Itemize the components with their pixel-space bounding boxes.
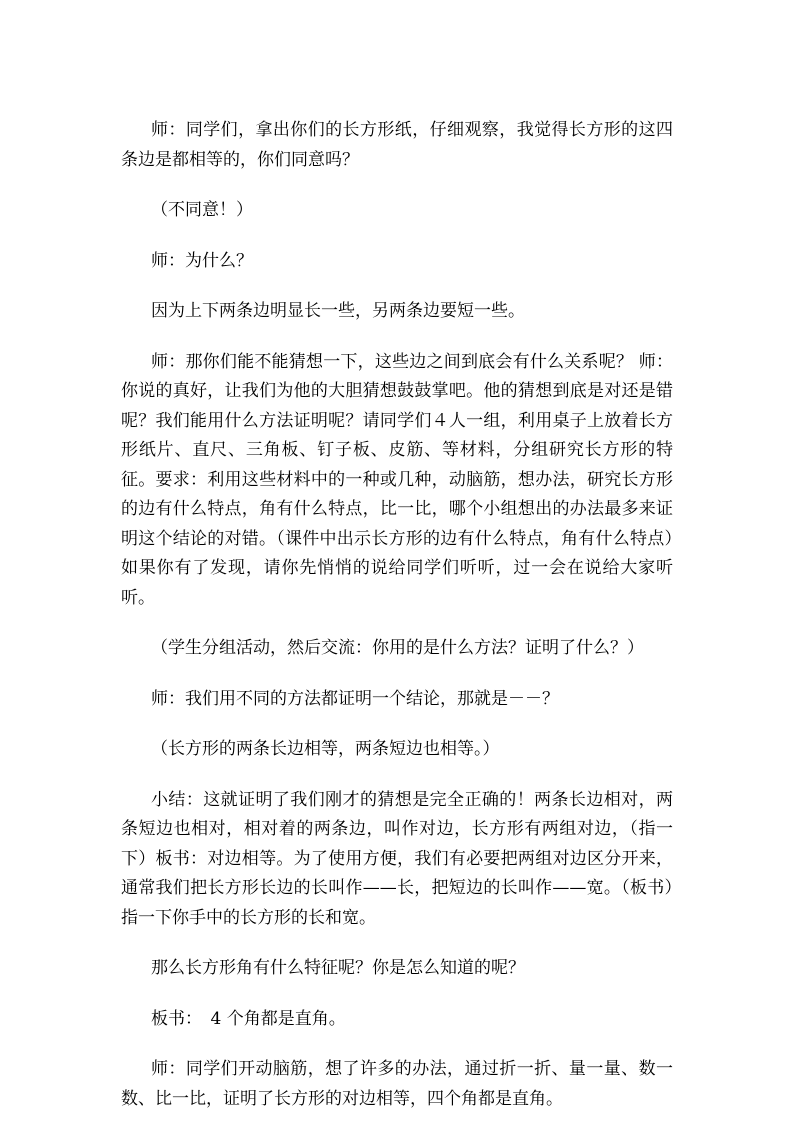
paragraph-gap bbox=[121, 327, 673, 348]
paragraph-summary: 小结：这就证明了我们刚才的猜想是完全正确的！两条长边相对，两条短边也相对，相对着的两条边，叫作对边，长方形有两组对边，（指一下）板书：对边相等。为了使用方便，我们有必要把两组对边区分开来，通常我们把长方形长边的长叫作——长，把短边的长叫作——宽。（板书）指一下你手中的长方形的长和宽。 bbox=[121, 789, 673, 928]
paragraph-gap bbox=[121, 765, 673, 786]
paragraph-gap bbox=[121, 664, 673, 685]
paragraph-conclusion-question: 师：我们用不同的方法都证明一个结论，那就是－－？ bbox=[151, 688, 559, 709]
paragraph-gap bbox=[121, 1034, 673, 1055]
paragraph-gap bbox=[121, 714, 673, 735]
paragraph-gap bbox=[121, 175, 673, 196]
paragraph-gap bbox=[121, 276, 673, 297]
paragraph-gap bbox=[121, 613, 673, 634]
paragraph-final-summary: 师：同学们开动脑筋，想了许多的办法，通过折一折、量一量、数一数、比一比，证明了长方形的对边相等，四个角都是直角。 bbox=[121, 1059, 673, 1109]
document-body bbox=[121, 116, 673, 1114]
paragraph-disagree: （不同意！） bbox=[151, 200, 253, 220]
paragraph-gap bbox=[121, 226, 673, 247]
paragraph-guess-activity: 师：那你们能不能猜想一下，这些边之间到底会有什么关系呢？ 师：你说的真好，让我们为他的大胆猜想鼓鼓掌吧。他的猜想到底是对还是错呢？我们能用什么方法证明呢？请同学们４人一组，利用桌子上放着长方形纸片、直尺、三角板、钉子板、皮筋、等材料，分组研究长方形的特征。要求：利用这些材料中的一种或几种，动脑筋，想办法，研究长方形的边有什么特点，角有什么特点，比一比，哪个小组想出的办法最多来证明这个结论的对错。（课件中出示长方形的边有什么特点，角有什么特点）如果你有了发现，请你先悄悄的说给同学们听听，过一会在说给大家听听。 bbox=[121, 351, 673, 608]
paragraph-conclusion: （长方形的两条长边相等，两条短边也相等。） bbox=[151, 739, 500, 759]
paragraph-gap bbox=[121, 984, 673, 1005]
paragraph-teacher-question: 师：同学们，拿出你们的长方形纸，仔细观察，我觉得长方形的这四条边是都相等的，你们同意吗？ bbox=[121, 120, 673, 170]
paragraph-reason: 因为上下两条边明显长一些，另两条边要短一些。 bbox=[151, 301, 525, 321]
paragraph-gap bbox=[121, 933, 673, 954]
paragraph-angle-question: 那么长方形角有什么特征呢？你是怎么知道的呢？ bbox=[151, 958, 525, 978]
paragraph-why: 师：为什么？ bbox=[151, 250, 253, 271]
paragraph-board-angles: 板书： 4 个角都是直角。 bbox=[151, 1008, 346, 1029]
paragraph-group-activity: （学生分组活动，然后交流：你用的是什么方法？证明了什么？） bbox=[151, 638, 644, 658]
